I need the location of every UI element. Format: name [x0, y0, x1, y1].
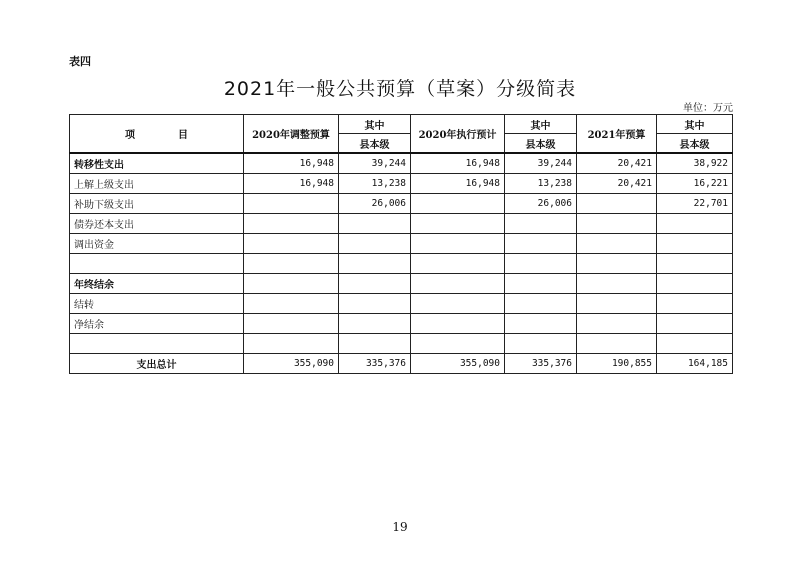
- cell: [244, 314, 339, 334]
- row-label: [70, 254, 244, 274]
- cell: 335,376: [505, 354, 577, 374]
- table-row: [70, 153, 733, 174]
- cell: [577, 274, 657, 294]
- row-label: 转移性支出: [70, 153, 244, 174]
- cell: [411, 334, 505, 354]
- cell: 355,090: [244, 354, 339, 374]
- cell: [505, 214, 577, 234]
- page-number: 19: [392, 520, 408, 534]
- cell: 13,238: [505, 174, 577, 194]
- cell: [657, 214, 733, 234]
- header-of-which-3: 其中: [657, 115, 733, 134]
- cell: 335,376: [339, 354, 411, 374]
- page-title: 2021年一般公共预算（草案）分级简表: [223, 78, 577, 100]
- cell: [411, 274, 505, 294]
- cell: 39,244: [339, 153, 411, 174]
- cell: [244, 254, 339, 274]
- cell: [577, 294, 657, 314]
- cell: [244, 274, 339, 294]
- table-row: [70, 294, 733, 314]
- table-row: [70, 334, 733, 354]
- header-2020-estimated-execution: 2020年执行预计: [411, 115, 505, 154]
- header-2021-budget: 2021年预算: [577, 115, 657, 154]
- row-label: 年终结余: [70, 274, 244, 294]
- cell: [577, 254, 657, 274]
- cell: 16,948: [244, 153, 339, 174]
- table-row: [70, 214, 733, 234]
- cell: [657, 254, 733, 274]
- cell: [411, 234, 505, 254]
- cell: [657, 334, 733, 354]
- cell: [577, 314, 657, 334]
- cell: [657, 274, 733, 294]
- header-county-level-2: 县本级: [505, 134, 577, 154]
- cell: [339, 314, 411, 334]
- cell: [505, 314, 577, 334]
- row-label: [70, 334, 244, 354]
- cell: [244, 294, 339, 314]
- header-of-which-2: 其中: [505, 115, 577, 134]
- cell: [411, 294, 505, 314]
- row-label: 净结余: [70, 314, 244, 334]
- cell: 20,421: [577, 153, 657, 174]
- cell: 39,244: [505, 153, 577, 174]
- cell: [657, 234, 733, 254]
- cell: [577, 214, 657, 234]
- table-row: [70, 314, 733, 334]
- item-header-char-1: 项: [125, 130, 136, 141]
- cell: [505, 294, 577, 314]
- cell: [339, 234, 411, 254]
- cell: 16,948: [411, 153, 505, 174]
- cell: 16,948: [411, 174, 505, 194]
- table-row: [70, 274, 733, 294]
- total-row: [70, 354, 733, 374]
- header-row-top: [70, 115, 733, 134]
- cell: [505, 334, 577, 354]
- cell: 38,922: [657, 153, 733, 174]
- row-label: 债券还本支出: [70, 214, 244, 234]
- cell: [339, 294, 411, 314]
- cell: 16,948: [244, 174, 339, 194]
- header-of-which-1: 其中: [339, 115, 411, 134]
- cell: [505, 274, 577, 294]
- item-header-char-2: 目: [177, 130, 188, 141]
- cell: 164,185: [657, 354, 733, 374]
- cell: [339, 274, 411, 294]
- cell: 20,421: [577, 174, 657, 194]
- cell: [657, 314, 733, 334]
- cell: [505, 234, 577, 254]
- cell: [244, 334, 339, 354]
- item-header: [70, 115, 244, 154]
- header-county-level-1: 县本级: [339, 134, 411, 154]
- cell: [505, 254, 577, 274]
- cell: [339, 214, 411, 234]
- cell: 26,006: [505, 194, 577, 214]
- cell: 355,090: [411, 354, 505, 374]
- cell: [657, 294, 733, 314]
- cell: [244, 194, 339, 214]
- table-row: [70, 254, 733, 274]
- cell: 16,221: [657, 174, 733, 194]
- cell: [339, 254, 411, 274]
- table-label: 表四: [69, 55, 91, 68]
- row-label: 结转: [70, 294, 244, 314]
- cell: 26,006: [339, 194, 411, 214]
- table-row: [70, 234, 733, 254]
- cell: [411, 214, 505, 234]
- cell: 13,238: [339, 174, 411, 194]
- budget-table: [69, 114, 733, 374]
- cell: 22,701: [657, 194, 733, 214]
- cell: [411, 254, 505, 274]
- total-label: 支出总计: [70, 354, 244, 374]
- cell: [577, 194, 657, 214]
- cell: [339, 334, 411, 354]
- row-label: 上解上级支出: [70, 174, 244, 194]
- cell: 190,855: [577, 354, 657, 374]
- row-label: 补助下级支出: [70, 194, 244, 214]
- cell: [244, 214, 339, 234]
- cell: [244, 234, 339, 254]
- row-label: 调出资金: [70, 234, 244, 254]
- table-row: [70, 194, 733, 214]
- cell: [411, 314, 505, 334]
- cell: [577, 234, 657, 254]
- header-county-level-3: 县本级: [657, 134, 733, 154]
- header-2020-adjusted-budget: 2020年调整预算: [244, 115, 339, 154]
- cell: [411, 194, 505, 214]
- unit-label: 单位：万元: [683, 103, 733, 114]
- table-row: [70, 174, 733, 194]
- cell: [577, 334, 657, 354]
